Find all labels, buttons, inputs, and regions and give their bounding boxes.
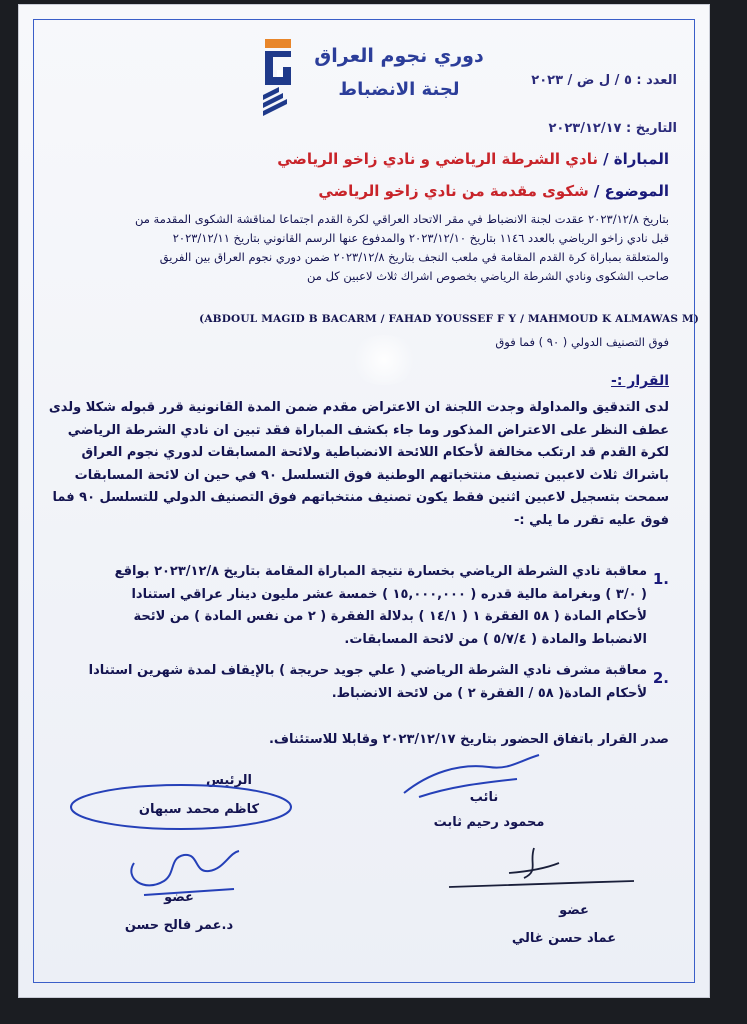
- subject-value: شكوى مقدمة من نادي زاخو الرياضي: [318, 182, 589, 200]
- item-number: 2.: [652, 669, 669, 687]
- subject-line: [109, 181, 669, 200]
- decision-line: فوق عليه تقرر ما يلي :-: [514, 512, 669, 528]
- chairman-title: الرئيس: [206, 773, 252, 788]
- reference-value: ٥ / ل ض / ٢٠٢٣: [531, 73, 632, 88]
- committee-name: لجنة الانضباط: [338, 79, 460, 100]
- member2-name: عماد حسن غالي: [511, 931, 617, 946]
- league-name: دوري نجوم العراق: [314, 45, 484, 67]
- item-line: معاقبة مشرف نادي الشرطة الرياضي ( علي جويد حريجة ) بالإيقاف لمدة شهرين استنادا: [88, 663, 647, 678]
- match-value: نادي الشرطة الرياضي و نادي زاخو الرياضي: [277, 150, 598, 168]
- item-line: لأحكام المادة ( ٥٨ الفقرة ١ ( ١٤/١ ) بدلالة الفقرة ( ٢ من نفس المادة ) من لائحة: [133, 609, 647, 624]
- item-line: معاقبة نادي الشرطة الرياضي بخسارة نتيجة المباراة المقامة بتاريخ ٢٠٢٣/١٢/٨ بواقع: [114, 564, 647, 579]
- intro-line: بتاريخ ٢٠٢٣/١٢/٨ عقدت لجنة الانضباط في مقر الاتحاد العراقي لكرة القدم اجتماعا لمناقشة الشكوى المقدمة من: [134, 212, 669, 226]
- deputy-name: محمود رحيم ثابت: [433, 815, 545, 830]
- member2-title: عضو: [559, 903, 589, 918]
- chairman-name: كاظم محمد سبهان: [138, 802, 260, 817]
- decision-title: القرار :-: [611, 373, 669, 389]
- player-names: (ABDOUL MAGID B BACARM / FAHAD YOUSSEF F Y / MAHMOUD K ALMAWAS M): [199, 313, 699, 325]
- camera-glare: [349, 335, 419, 385]
- intro-line: قبل نادي زاخو الرياضي بالعدد ١١٤٦ بتاريخ ٢٠٢٣/١٢/١٠ والمدفوع عنها الرسم القانوني بتاريخ ٢٠٢٣/١٢/١١: [172, 231, 669, 245]
- intro-line: والمتعلقة بمباراة كرة القدم المقامة في ملعب النجف بتاريخ ٢٠٢٣/١٢/٨ ضمن دوري نجوم العراق بين الفريق: [159, 250, 669, 264]
- decision-line: عطف النظر على الاعتراض المذكور وما جاء بكشف المباراة فقد تبين ان نادي الشرطة الرياضي: [67, 422, 669, 438]
- decision-line: لدى التدقيق والمداولة وجدت اللجنة ان الاعتراض مقدم ضمن المدة القانونية قرر قبوله شكلا ولدى: [48, 400, 669, 415]
- date-label: التاريخ :: [626, 121, 677, 136]
- reference-number: [477, 73, 677, 88]
- member1-title: عضو: [164, 890, 194, 905]
- intro-line: صاحب الشكوى ونادي الشرطة الرياضي بخصوص اشراك ثلاث لاعبين كل من: [307, 269, 669, 283]
- member1-name: د.عمر فالح حسن: [124, 918, 234, 933]
- decision-line: باشراك ثلاث لاعبين تصنيف منتخباتهم الوطنية فوق التسلسل ٩٠ في حين ان لائحة المسابقات: [74, 467, 669, 483]
- reference-label: العدد :: [636, 73, 677, 88]
- match-label: المباراة /: [603, 150, 669, 168]
- item-number: 1.: [652, 570, 669, 588]
- decision-line: لكرة القدم قد ارتكب مخالفة لأحكام اللائحة الانضباطية ولائحة المسابقات لدوري نجوم العراق: [81, 445, 669, 460]
- date-value: ٢٠٢٣/١٢/١٧: [548, 121, 622, 136]
- intro-paragraph: [39, 210, 669, 286]
- match-line: [109, 149, 669, 168]
- deputy-title: نائب: [469, 790, 499, 805]
- decision-item-2: [37, 660, 647, 705]
- decision-item-1: [37, 561, 647, 651]
- subject-label: الموضوع /: [593, 182, 669, 200]
- document-date: [477, 121, 677, 136]
- issued-statement: صدر القرار باتفاق الحضور بتاريخ ٢٠٢٣/١٢/١٧ وقابلا للاستئناف.: [268, 732, 669, 747]
- document-page: [18, 4, 710, 998]
- league-logo: [259, 37, 299, 117]
- decision-line: سمحت بتسجيل لاعبين اثنين فقط يكون تصنيف منتخباتهم فوق التصنيف الدولي للتسلسل ٩٠ فما: [52, 490, 669, 505]
- organization-name: [304, 43, 494, 105]
- member2-signature: [439, 843, 639, 903]
- item-line: الانضباط والمادة ( ٥/٧/٤ ) من لائحة المسابقات.: [344, 631, 647, 647]
- ranking-note: فوق التصنيف الدولي ( ٩٠ ) فما فوق: [495, 335, 669, 349]
- item-line: لأحكام المادة( ٥٨ / الفقرة ٢ ) من لائحة الانضباط.: [331, 685, 647, 701]
- decision-paragraph: [39, 397, 669, 532]
- item-line: ( ٣/٠ ) وبغرامة مالية قدره ( ١٥,٠٠٠,٠٠٠ ) خمسة عشر مليون دينار عراقي استنادا: [131, 586, 647, 602]
